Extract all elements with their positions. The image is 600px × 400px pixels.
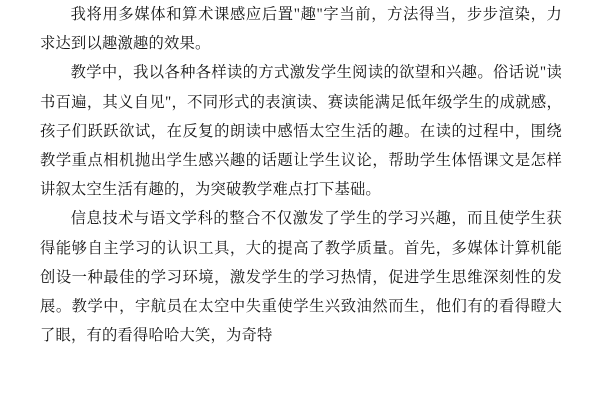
document-body: [40, 0, 562, 350]
paragraph-2: 教学中，我以各种各样读的方式激发学生阅读的欲望和兴趣。俗话说"读书百遍，其义自见"，不同形式的表演读、赛读能满足低年级学生的成就感，孩子们跃跃欲试，在反复的朗读中感悟太空生活的趣。在读的过程中，围绕教学重点相机抛出学生感兴趣的话题让学生议论，帮助学生体悟课文是怎样讲叙太空生活有趣的，为突破教学难点打下基础。: [40, 64, 562, 199]
paragraph-3: 信息技术与语文学科的整合不仅激发了学生的学习兴趣，而且使学生获得能够自主学习的认识工具，大的提高了教学质量。首先，多媒体计算机能创设一种最佳的学习环境，激发学生的学习热情，促进学生思维深刻性的发展。教学中，宇航员在太空中失重使学生兴致油然而生，他们有的看得瞪大了眼，有的看得哈哈大笑，为奇特: [40, 210, 562, 345]
paragraph-1: 我将用多媒体和算术课感应后置"趣"字当前，方法得当，步步渲染，力求达到以趣激趣的效果。: [40, 6, 562, 53]
page-bottom-edge: [0, 394, 600, 400]
